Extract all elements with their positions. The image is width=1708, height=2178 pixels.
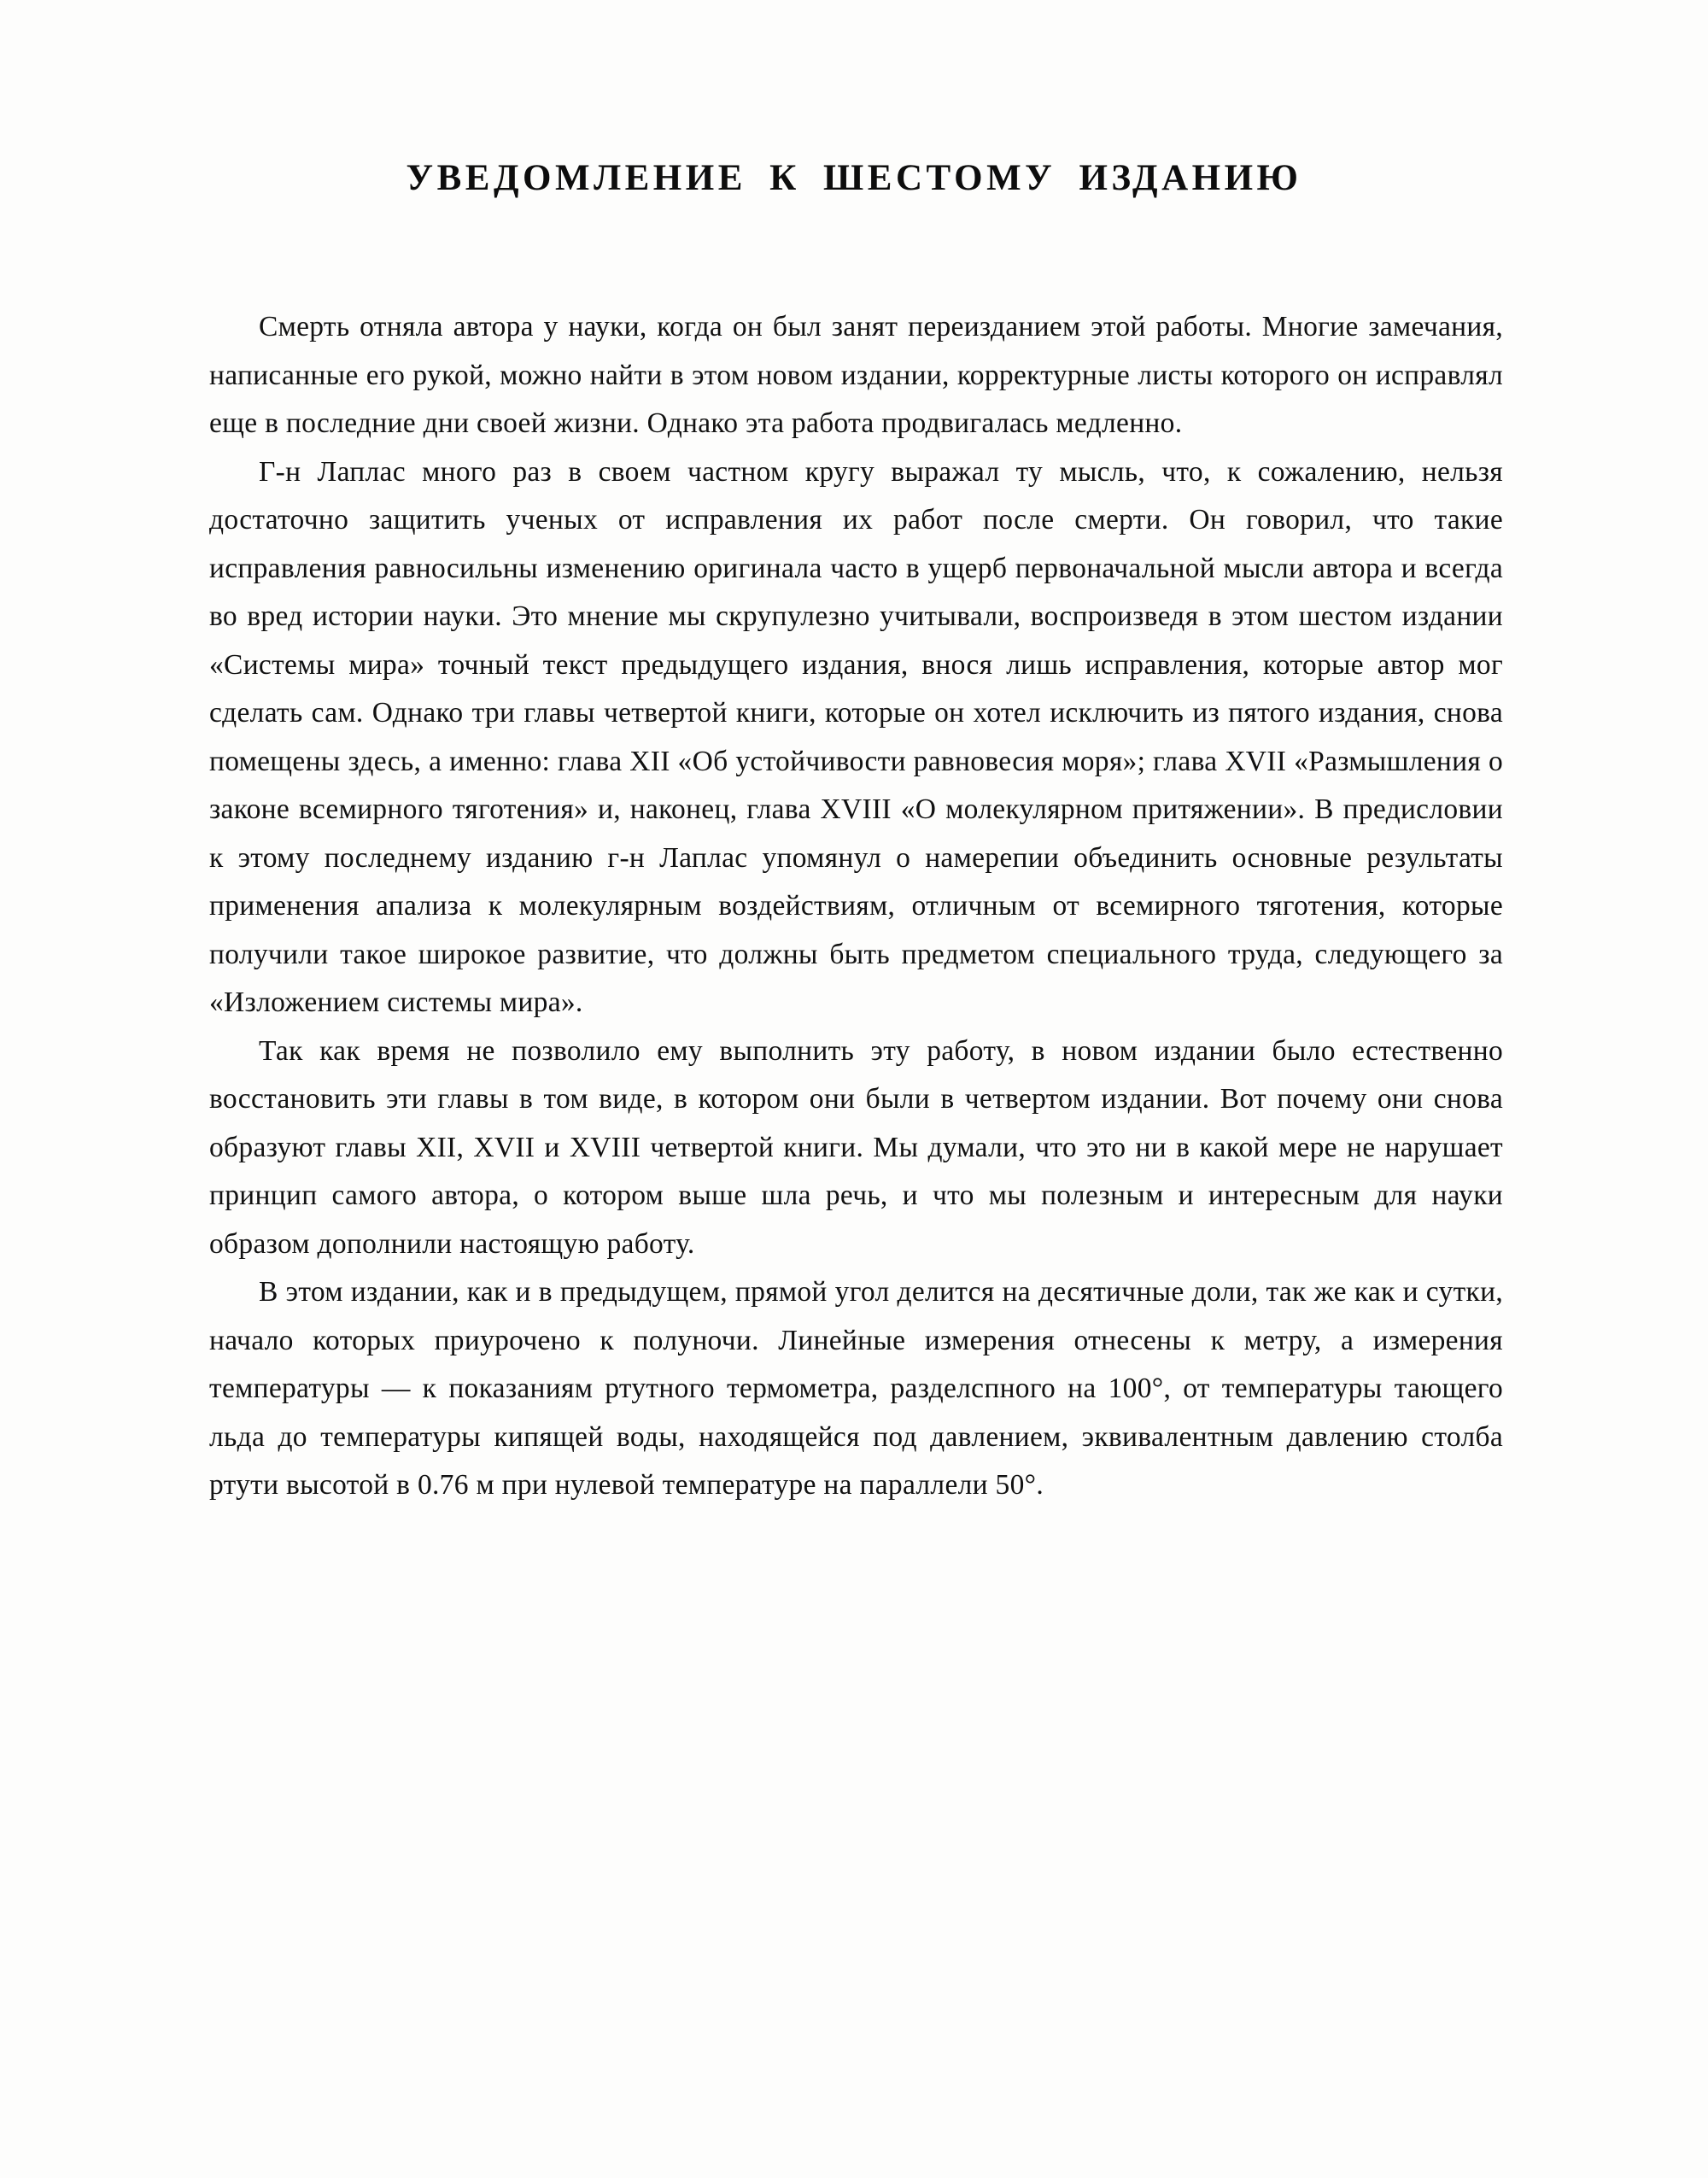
paragraph: Так как время не позволило ему выполнить эту работу, в новом издании было естественно восстановить эти главы в том виде, в котором они были в четвертом издании. Вот почему они снова образуют главы XII, XVII и XVIII четвертой книги. Мы думали, что это ни в какой мере не нарушает принцип самого автора, о котором выше шла речь, и что мы полезным и интересным для науки образом дополнили настоящую работу.	[209, 1034, 1503, 1260]
paragraph: В этом издании, как и в предыдущем, прямой угол делится на десятичные доли, так же как и сутки, начало которых приурочено к полуночи. Линейные измерения отнесены к метру, а измерения температуры — к показаниям ртутного термометра, разделспного на 100°, от температуры тающего льда до температуры кипящей воды, находящейся под давлением, эквивалентным давлению столба ртути высотой в 0.76 м при нулевой температуре на параллели 50°.	[209, 1276, 1503, 1501]
paragraph: Смерть отняла автора у науки, когда он был занят переизданием этой работы. Многие замечания, написанные его рукой, можно найти в этом новом издании, корректурные листы которого он исправлял еще в последние дни своей жизни. Однако эта работа продвигалась медленно.	[209, 311, 1503, 439]
page-title: УВЕДОМЛЕНИЕ К ШЕСТОМУ ИЗДАНИЮ	[406, 157, 1302, 198]
paragraph: Г-н Лаплас много раз в своем частном кругу выражал ту мысль, что, к сожалению, нельзя достаточно защитить ученых от исправления их работ после смерти. Он говорил, что такие исправления равносильны изменению оригинала часто в ущерб первоначальной мысли автора и всегда во вред истории науки. Это мнение мы скрупулезно учитывали, воспроизведя в этом шестом издании «Системы мира» точный текст предыдущего издания, внося лишь исправления, которые автор мог сделать сам. Однако три главы четвертой книги, которые он хотел исключить из пятого издания, снова помещены здесь, а именно: глава XII «Об устойчивости равновесия моря»; глава XVII «Размышления о законе всемирного тяготения» и, наконец, глава XVIII «О молекулярном притяжении». В предисловии к этому последнему изданию г-н Лаплас упомянул о намерепии объединить основные результаты применения апализа к молекулярным воздействиям, отличным от всемирного тяготения, которые получили такое широкое развитие, что должны быть предметом специального труда, следующего за «Изложением системы мира».	[209, 455, 1503, 1018]
body-text	[209, 303, 1503, 1510]
